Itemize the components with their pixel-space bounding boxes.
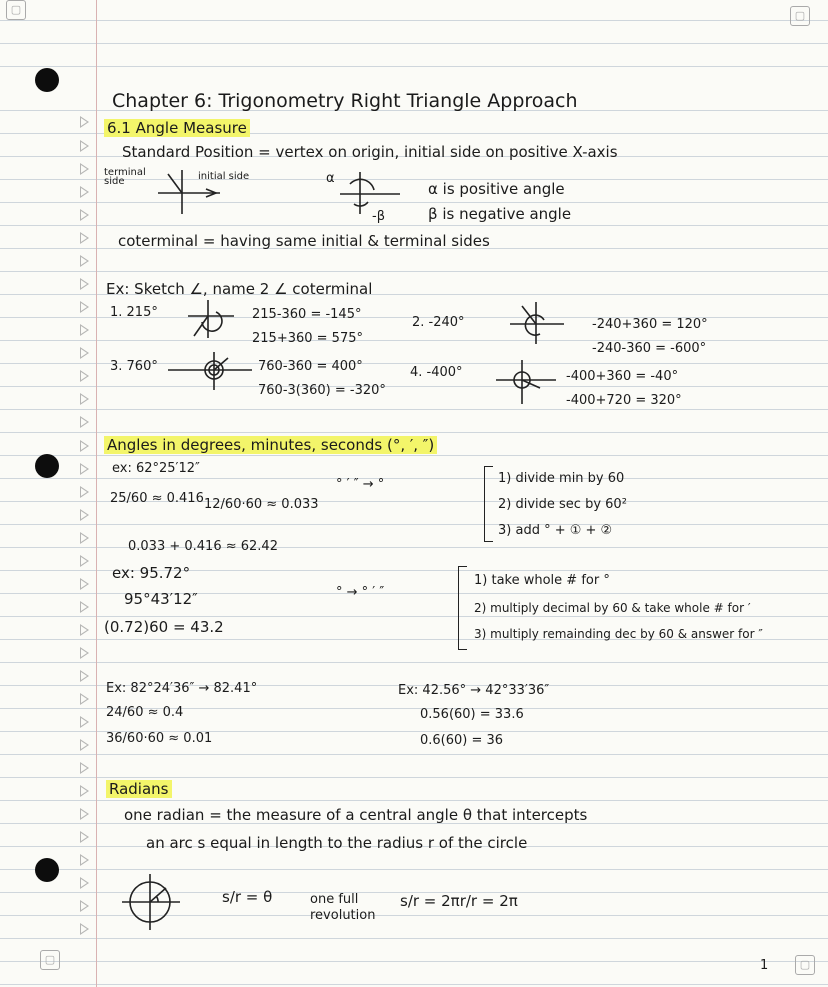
example-conversion: Ex: 82°24′36″ → 82.41° xyxy=(106,681,258,696)
example-label: 2. -240° xyxy=(412,315,465,330)
dms-work: (0.72)60 = 43.2 xyxy=(104,618,224,636)
margin-tab-icon xyxy=(80,116,89,128)
example-work: -240-360 = -600° xyxy=(592,341,707,356)
margin-tab-icon xyxy=(80,209,89,221)
margin-tab-icon xyxy=(80,739,89,751)
example-work: 760-360 = 400° xyxy=(258,359,363,374)
margin-tab-icon xyxy=(80,347,89,359)
margin-tab-icon xyxy=(80,186,89,198)
example-work: 760-3(360) = -320° xyxy=(258,383,386,398)
margin-tab-icon xyxy=(80,647,89,659)
margin-tab-icon xyxy=(80,232,89,244)
dms-arrow: ° ′ ″ → ° xyxy=(336,477,385,492)
dms-example: ex: 95.72° xyxy=(112,564,191,582)
margin-tab-icon xyxy=(80,670,89,682)
standard-position-axes-icon xyxy=(150,168,230,218)
margin-tab-icon xyxy=(80,831,89,843)
example-work: 36/60·60 ≈ 0.01 xyxy=(106,731,213,746)
page-number: 1 xyxy=(760,958,769,973)
binder-hole xyxy=(35,858,59,882)
dms-work: 12/60·60 ≈ 0.033 xyxy=(204,497,319,512)
margin-tab-icon xyxy=(80,601,89,613)
margin-tab-icon xyxy=(80,532,89,544)
margin-tab-icon xyxy=(80,301,89,313)
margin-tab-icon xyxy=(80,393,89,405)
example-prompt: Ex: Sketch ∠, name 2 ∠ coterminal xyxy=(106,280,373,298)
corner-icon: ▢ xyxy=(790,6,810,26)
margin-line xyxy=(96,0,97,987)
angle-sketch-icon xyxy=(168,352,254,392)
margin-tab-icon xyxy=(80,370,89,382)
margin-tab-icon xyxy=(80,140,89,152)
chapter-title: Chapter 6: Trigonometry Right Triangle Approach xyxy=(112,90,578,112)
example-work: -240+360 = 120° xyxy=(592,317,708,332)
margin-tab-icon xyxy=(80,486,89,498)
revolution-label: one full revolution xyxy=(310,892,376,923)
radian-definition: an arc s equal in length to the radius r of the circle xyxy=(146,834,528,852)
margin-tab-icon xyxy=(80,716,89,728)
example-work: -400+360 = -40° xyxy=(566,369,679,384)
example-label: 1. 215° xyxy=(110,305,158,320)
revolution-formula: s/r = 2πr/r = 2π xyxy=(400,892,518,910)
margin-tab-icon xyxy=(80,278,89,290)
dms-step: 2) multiply decimal by 60 & take whole # for ′ xyxy=(474,601,751,615)
example-work: -400+720 = 320° xyxy=(566,393,682,408)
standard-position-def: Standard Position = vertex on origin, initial side on positive X-axis xyxy=(122,143,618,161)
margin-tab-icon xyxy=(80,440,89,452)
dms-step: 3) add ° + ① + ② xyxy=(498,523,613,538)
margin-tab-icon xyxy=(80,808,89,820)
dms-result: 95°43′12″ xyxy=(124,590,198,608)
dms-step: 3) multiply remainding dec by 60 & answer for ″ xyxy=(474,627,763,641)
corner-icon: ▢ xyxy=(40,950,60,970)
example-work: 24/60 ≈ 0.4 xyxy=(106,705,184,720)
dms-work: 25/60 ≈ 0.416 xyxy=(110,491,204,506)
margin-tab-icon xyxy=(80,578,89,590)
margin-tab-icon xyxy=(80,163,89,175)
margin-tab-icon xyxy=(80,624,89,636)
dms-step: 2) divide sec by 60² xyxy=(498,497,627,512)
example-label: 3. 760° xyxy=(110,359,158,374)
margin-tab-icon xyxy=(80,762,89,774)
example-work: 215-360 = -145° xyxy=(252,307,362,322)
dms-heading: Angles in degrees, minutes, seconds (°, ′, ″) xyxy=(104,436,437,454)
terminal-side-label: terminal side xyxy=(104,167,146,187)
dms-step: 1) take whole # for ° xyxy=(474,573,610,588)
margin-tab-icon xyxy=(80,693,89,705)
initial-side-label: initial side xyxy=(198,171,250,182)
dms-step: 1) divide min by 60 xyxy=(498,471,625,486)
angle-sketch-icon xyxy=(188,300,238,340)
radian-definition: one radian = the measure of a central angle θ that intercepts xyxy=(124,806,588,824)
coterminal-def: coterminal = having same initial & terminal sides xyxy=(118,232,490,250)
example-work: 0.56(60) = 33.6 xyxy=(420,707,524,722)
angle-sketch-icon xyxy=(510,302,566,346)
dms-arrow: ° → ° ′ ″ xyxy=(336,585,385,600)
example-work: 215+360 = 575° xyxy=(252,331,363,346)
margin-tab-icon xyxy=(80,463,89,475)
margin-tab-icon xyxy=(80,877,89,889)
example-label: 4. -400° xyxy=(410,365,463,380)
corner-icon: ▢ xyxy=(795,955,815,975)
margin-tab-icon xyxy=(80,509,89,521)
margin-tab-icon xyxy=(80,324,89,336)
binder-hole xyxy=(35,454,59,478)
section-heading: 6.1 Angle Measure xyxy=(104,119,250,137)
margin-tab-icon xyxy=(80,785,89,797)
bracket xyxy=(484,466,493,542)
margin-tab-icon xyxy=(80,416,89,428)
radian-formula: s/r = θ xyxy=(222,888,273,906)
margin-tab-icon xyxy=(80,854,89,866)
margin-tab-icon xyxy=(80,900,89,912)
example-work: 0.6(60) = 36 xyxy=(420,733,504,748)
example-conversion: Ex: 42.56° → 42°33′36″ xyxy=(398,683,550,698)
corner-icon: ▢ xyxy=(6,0,26,20)
radian-circle-icon xyxy=(118,872,188,932)
binder-hole xyxy=(35,68,59,92)
alpha-label: α xyxy=(326,171,335,186)
margin-tab-icon xyxy=(80,555,89,567)
radians-heading: Radians xyxy=(106,780,172,798)
beta-negative-text: β is negative angle xyxy=(428,205,572,223)
bracket xyxy=(458,566,467,650)
angle-sketch-icon xyxy=(496,360,560,404)
dms-example: ex: 62°25′12″ xyxy=(112,461,200,476)
dms-sum: 0.033 + 0.416 ≈ 62.42 xyxy=(128,539,278,554)
margin-tab-icon xyxy=(80,923,89,935)
beta-label: -β xyxy=(372,209,385,224)
alpha-positive-text: α is positive angle xyxy=(428,180,565,198)
margin-tab-icon xyxy=(80,255,89,267)
